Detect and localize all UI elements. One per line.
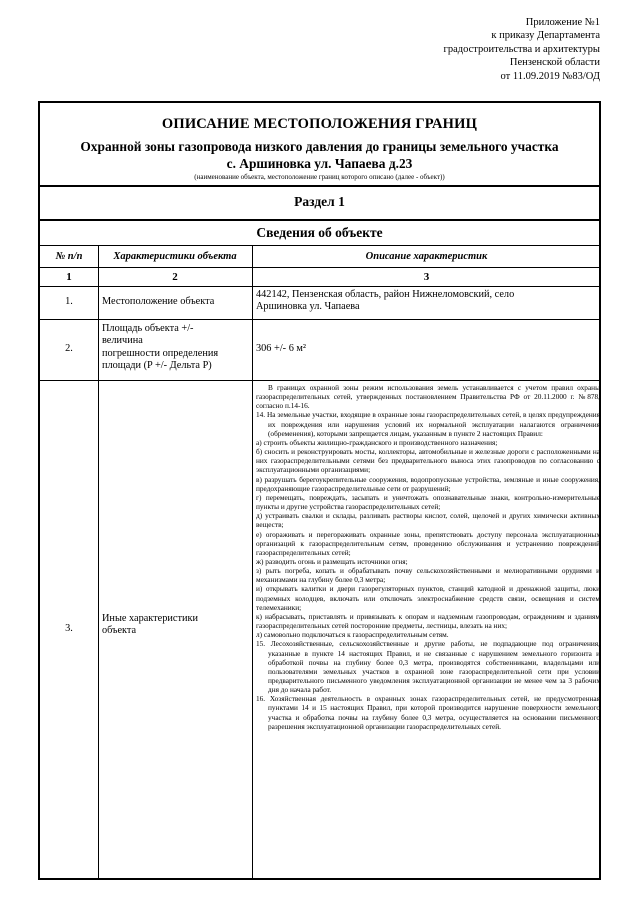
description-paragraph: 14. На земельные участки, входящие в охранные зоны газораспределительных сетей, в целях предупреждения их повреждения или нарушения условий их нормальной эксплуатации налагаются ограничения (обременения), которыми запрещается лицам, указанным в пункте 2 настоящих Правил: [256, 410, 600, 438]
divider [40, 267, 599, 268]
value-line: 442142, Пензенская область, район Нижнеломовский, село [256, 289, 515, 300]
row-name: Местоположение объекта [102, 296, 215, 307]
description-paragraph: 16. Хозяйственная деятельность в охранных зонах газораспределительных сетей, не предусмотренная пунктами 14 и 15 настоящих Правил, при которой производится нарушение поверхности земельного участка и обработка почвы на глубину более 0,3 метра, осуществляется на основании письменного разрешения эксплуатационной организации газораспределительных сетей. [256, 694, 600, 731]
divider [40, 245, 599, 246]
name-line: Площадь объекта +/- [102, 323, 194, 334]
description-paragraph: 15. Лесохозяйственные, сельскохозяйственные и другие работы, не подпадающие под ограничения, указанные в пункте 14 настоящих Правил, и не связанные с нарушением земельного горизонта и обработкой почвы на глубину более 0,3 метра, производятся собственниками, владельцами или пользователями земельных участков в охранной зоне газораспределительной сети при условии предварительного письменного уведомления эксплуатационной организации не менее чем за 3 рабочих дня до начала работ. [256, 639, 600, 695]
column-divider [98, 245, 99, 878]
value-line: Аршиновка ул. Чапаева [256, 301, 360, 313]
description-paragraph: б) сносить и реконструировать мосты, коллекторы, автомобильные и железные дороги с расположенными на них газораспределительными сетями без предварительного выноса этих газопроводов по согласованию с эксплуатационными организациями; [256, 447, 600, 475]
subtitle-line: Охранной зоны газопровода низкого давления до границы земельного участка [80, 139, 559, 154]
description-paragraph: и) открывать калитки и двери газорегуляторных пунктов, станций катодной и дренажной защиты, люки подземных колодцев, включать или отключать электроснабжение средств связи, освещения и систем телемеханики; [256, 584, 600, 612]
document-table [38, 101, 601, 880]
column-divider [252, 245, 253, 878]
title-note: (наименование объекта, местоположение границ которого описано (далее - объект)) [194, 173, 445, 181]
row-name [102, 613, 250, 638]
column-number: 2 [172, 271, 178, 283]
divider [40, 319, 599, 320]
name-line: площади (P +/- Дельта P) [102, 360, 212, 372]
column-number: 3 [423, 271, 430, 283]
name-line: величина [102, 335, 143, 347]
header-characteristics: Характеристики объекта [113, 251, 237, 262]
description-paragraph: л) самовольно подключаться к газораспределительным сетям. [256, 630, 449, 640]
header-num: № п/п [55, 251, 83, 262]
appendix-line: к приказу Департамента [491, 30, 600, 42]
description-paragraph: з) рыть погреба, копать и обрабатывать почву сельскохозяйственными и мелиоративными орудиями и механизмами на глубину более 0,3 метра; [256, 566, 600, 585]
description-paragraph: ж) разводить огонь и размещать источники огня; [256, 556, 408, 566]
appendix-line: Пензенской области [509, 57, 600, 69]
description-paragraph: г) перемещать, повреждать, засыпать и уничтожать опознавательные знаки, контрольно-измерительные пункты и другие устройства газораспределительных сетей; [256, 492, 600, 512]
description-paragraph: В границах охранной зоны режим использования земель устанавливается с учетом правил охраны газораспределительных сетей, утвержденных постановлением Правительства РФ от 20.11.2000 г. №878, согласно п.14-16. [256, 383, 600, 411]
subtitle-line: с. Аршиновка ул. Чапаева д.23 [226, 156, 413, 171]
column-number: 1 [66, 271, 72, 283]
divider [40, 219, 599, 221]
header-description: Описание характеристик [365, 251, 488, 262]
document-subtitle [40, 138, 599, 172]
appendix-line: от 11.09.2019 №83/ОД [500, 70, 600, 82]
divider [40, 286, 599, 287]
appendix-line: градостроительства и архитектуры [443, 43, 600, 55]
name-line: объекта [102, 625, 137, 637]
name-line: Иные характеристики [102, 613, 199, 624]
description-paragraph: е) огораживать и перегораживать охранные зоны, препятствовать доступу персонала эксплуатационных организаций к газораспределительным сетям, проведению обслуживания и устранению повреждений газораспределительных сетей; [256, 529, 600, 557]
document-title: ОПИСАНИЕ МЕСТОПОЛОЖЕНИЯ ГРАНИЦ [161, 116, 478, 132]
row-number: 3. [65, 623, 73, 634]
description-paragraph: д) устраивать свалки и склады, разливать растворы кислот, солей, щелочей и других химически активных веществ; [256, 511, 600, 530]
row-value: 306 +/- 6 м² [256, 343, 307, 354]
section-title: Раздел 1 [294, 194, 345, 209]
appendix-line: Приложение №1 [525, 17, 600, 28]
title-block [40, 103, 599, 185]
row-number: 1. [65, 296, 73, 307]
divider [40, 380, 599, 381]
restrictions-description [256, 383, 600, 731]
description-paragraph: к) набрасывать, приставлять и привязывать к опорам и надземным газопроводам, ограждениям и зданиям газораспределительных сетей посторонние предметы, лестницы, влезать на них; [256, 611, 600, 631]
appendix-block [340, 16, 600, 83]
description-paragraph: а) строить объекты жилищно-гражданского и производственного назначения; [256, 437, 498, 447]
name-line: погрешности определения [102, 347, 219, 359]
divider [40, 185, 599, 187]
row-value [256, 289, 600, 314]
row-number: 2. [65, 343, 73, 354]
section-subtitle: Сведения об объекте [256, 225, 383, 240]
row-name [102, 323, 250, 373]
description-paragraph: в) разрушать берегоукрепительные сооружения, водопропускные устройства, земляные и иные сооружения, предохраняющие газораспределительные сети от разрушений; [256, 474, 600, 493]
